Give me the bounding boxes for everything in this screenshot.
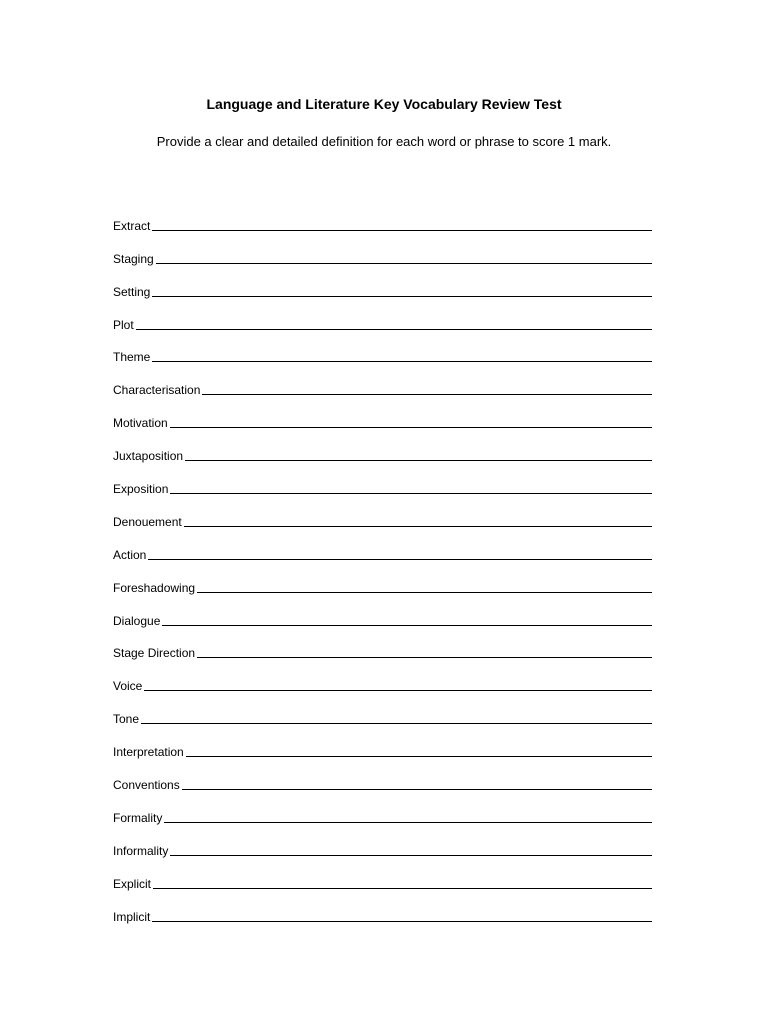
instructions: Provide a clear and detailed definition for each word or phrase to score 1 mark. (156, 134, 612, 149)
answer-line[interactable] (152, 296, 652, 297)
vocab-item (113, 233, 658, 266)
answer-line[interactable] (144, 690, 652, 691)
vocab-item (113, 529, 658, 562)
term-label: Dialogue (113, 613, 161, 628)
vocab-item (113, 726, 658, 759)
term-label: Juxtaposition (113, 449, 184, 464)
page-title: Language and Literature Key Vocabulary Review Test (206, 96, 562, 112)
vocab-item (113, 891, 658, 924)
term-label: Conventions (113, 778, 180, 793)
vocabulary-list (113, 200, 658, 924)
vocab-item (113, 266, 658, 299)
vocab-item (113, 759, 658, 792)
vocab-item (113, 628, 658, 661)
term-label: Informality (113, 843, 169, 858)
term-label: Characterisation (113, 383, 201, 398)
vocab-item (113, 332, 658, 365)
vocab-item (113, 463, 658, 496)
vocab-item (113, 825, 658, 858)
term-label: Extract (113, 218, 151, 233)
answer-line[interactable] (197, 592, 652, 593)
term-label: Foreshadowing (113, 580, 196, 595)
vocab-item (113, 562, 658, 595)
answer-line[interactable] (170, 427, 652, 428)
term-label: Interpretation (113, 745, 184, 760)
term-label: Motivation (113, 416, 168, 431)
answer-line[interactable] (170, 855, 652, 856)
vocab-item (113, 858, 658, 891)
term-label: Implicit (113, 909, 151, 924)
answer-line[interactable] (136, 329, 652, 330)
answer-line[interactable] (185, 460, 652, 461)
answer-line[interactable] (164, 822, 652, 823)
answer-line[interactable] (156, 263, 652, 264)
answer-line[interactable] (162, 625, 652, 626)
answer-line[interactable] (197, 657, 652, 658)
vocab-item (113, 364, 658, 397)
answer-line[interactable] (152, 230, 652, 231)
term-label: Setting (113, 284, 151, 299)
vocab-item (113, 397, 658, 430)
term-label: Plot (113, 317, 134, 332)
answer-line[interactable] (184, 526, 652, 527)
term-label: Staging (113, 251, 154, 266)
answer-line[interactable] (152, 921, 652, 922)
term-label: Explicit (113, 876, 152, 891)
term-label: Tone (113, 712, 140, 727)
vocab-item (113, 496, 658, 529)
answer-line[interactable] (202, 394, 652, 395)
vocab-item (113, 200, 658, 233)
term-label: Denouement (113, 514, 182, 529)
vocab-item (113, 792, 658, 825)
term-label: Action (113, 547, 147, 562)
term-label: Stage Direction (113, 646, 196, 661)
answer-line[interactable] (148, 559, 652, 560)
answer-line[interactable] (182, 789, 652, 790)
answer-line[interactable] (141, 723, 652, 724)
vocab-item (113, 693, 658, 726)
answer-line[interactable] (152, 361, 652, 362)
answer-line[interactable] (153, 888, 652, 889)
answer-line[interactable] (170, 493, 652, 494)
vocab-item (113, 299, 658, 332)
vocab-item (113, 595, 658, 628)
term-label: Theme (113, 350, 151, 365)
term-label: Exposition (113, 482, 169, 497)
vocab-item (113, 430, 658, 463)
term-label: Formality (113, 810, 163, 825)
answer-line[interactable] (186, 756, 652, 757)
term-label: Voice (113, 679, 143, 694)
vocab-item (113, 660, 658, 693)
